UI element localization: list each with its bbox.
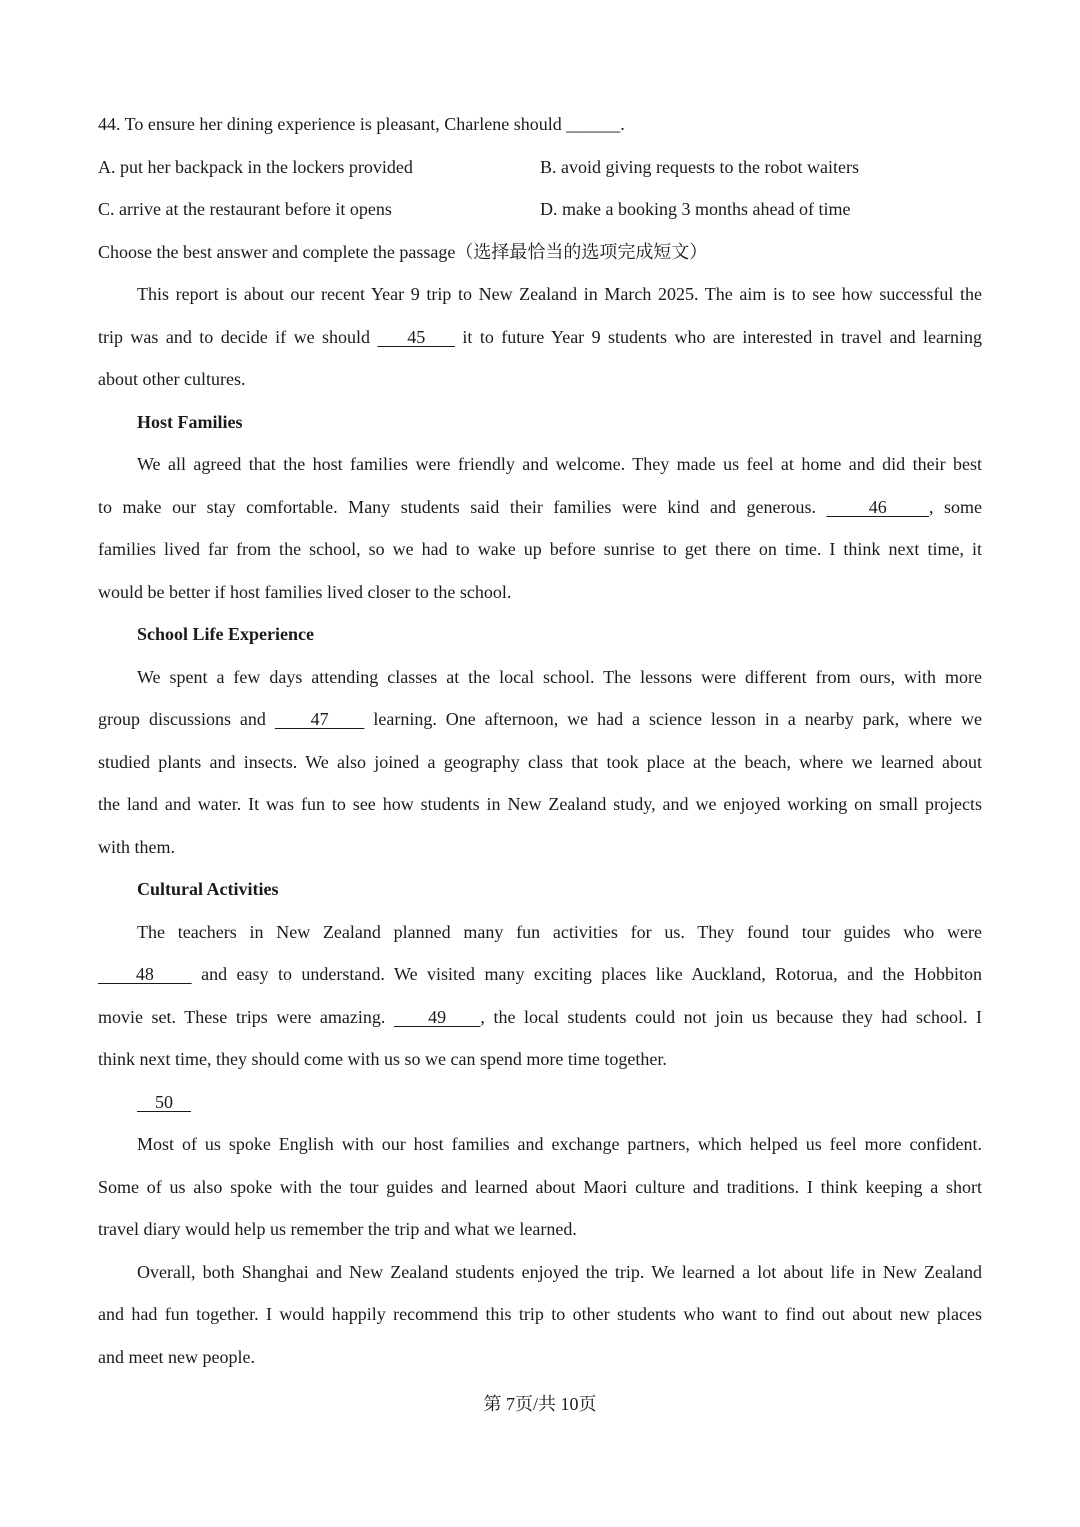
conclusion-line-3: and meet new people. xyxy=(98,1346,255,1367)
host-families-line-3: families lived far from the school, so we had to wake up before sunrise to get there on time. I think next time, it xyxy=(98,539,982,559)
section-instructions: Choose the best answer and complete the passage（选择最恰当的选项完成短文） xyxy=(98,241,708,262)
intro-line-2: trip was and to decide if we should 45 it to future Year 9 students who are interested in travel and learning xyxy=(98,326,982,347)
blank-46: 46 xyxy=(826,496,929,517)
school-life-line-5: with them. xyxy=(98,836,175,857)
blank-45: 45 xyxy=(377,326,455,347)
option-b: B. avoid giving requests to the robot waiters xyxy=(540,156,859,177)
host-families-line-2: to make our stay comfortable. Many students said their families were kind and generous. 46 , some xyxy=(98,496,983,517)
blank-47: 47 xyxy=(274,709,365,729)
cultural-line-1: The teachers in New Zealand planned many fun activities for us. They found tour guides who were xyxy=(137,921,982,942)
section-50-line-3: travel diary would help us remember the trip and what we learned. xyxy=(98,1219,577,1239)
cultural-line-3: movie set. These trips were amazing. 49 , the local students could not join us because they had school. I xyxy=(98,1006,982,1027)
intro-line-3: about other cultures. xyxy=(98,369,246,389)
option-c: C. arrive at the restaurant before it opens xyxy=(98,199,392,219)
school-life-line-3: studied plants and insects. We also joined a geography class that took place at the beach, where we learned about xyxy=(98,751,982,772)
blank-49: 49 xyxy=(393,1006,481,1027)
host-families-line-1: We all agreed that the host families were friendly and welcome. They made us feel at home and did their best xyxy=(137,454,982,474)
conclusion-line-1: Overall, both Shanghai and New Zealand students enjoyed the trip. We learned a lot about life in New Zealand xyxy=(137,1261,982,1282)
option-a: A. put her backpack in the lockers provided xyxy=(98,156,413,177)
question-44-options-row-1 xyxy=(98,146,982,189)
school-life-line-4: the land and water. It was fun to see how students in New Zealand study, and we enjoyed working on small projects xyxy=(98,794,982,814)
option-d: D. make a booking 3 months ahead of time xyxy=(540,199,851,219)
heading-school-life: School Life Experience xyxy=(137,624,314,644)
school-life-line-1: We spent a few days attending classes at the local school. The lessons were different from ours, with more xyxy=(137,666,982,687)
blank-50: 50 xyxy=(137,1091,191,1112)
school-life-line-2: group discussions and 47 learning. One afternoon, we had a science lesson in a nearby park, where we xyxy=(98,709,982,729)
section-50-line-2: Some of us also spoke with the tour guides and learned about Maori culture and traditions. I think keeping a short xyxy=(98,1176,982,1197)
page-number-footer: 第 7页/共 10页 xyxy=(483,1394,597,1414)
heading-cultural-activities: Cultural Activities xyxy=(137,879,279,899)
heading-host-families: Host Families xyxy=(137,411,243,432)
section-50-line-1: Most of us spoke English with our host families and exchange partners, which helped us feel more confident. xyxy=(137,1134,982,1154)
blank-48: 48 xyxy=(98,964,192,984)
cultural-line-2: 48 and easy to understand. We visited many exciting places like Auckland, Rotorua, and the Hobbiton xyxy=(98,964,983,984)
question-44-options-row-2 xyxy=(98,188,982,231)
heading-blank-50 xyxy=(98,1081,982,1124)
intro-line-1: This report is about our recent Year 9 trip to New Zealand in March 2025. The aim is to see how successful the xyxy=(137,284,982,304)
conclusion-line-2: and had fun together. I would happily recommend this trip to other students who want to find out about new places xyxy=(98,1304,982,1324)
cultural-line-4: think next time, they should come with us so we can spend more time together. xyxy=(98,1049,667,1069)
document-page xyxy=(98,103,982,1378)
host-families-line-4: would be better if host families lived closer to the school. xyxy=(98,581,512,602)
question-44-stem: 44. To ensure her dining experience is pleasant, Charlene should ______. xyxy=(98,114,625,134)
